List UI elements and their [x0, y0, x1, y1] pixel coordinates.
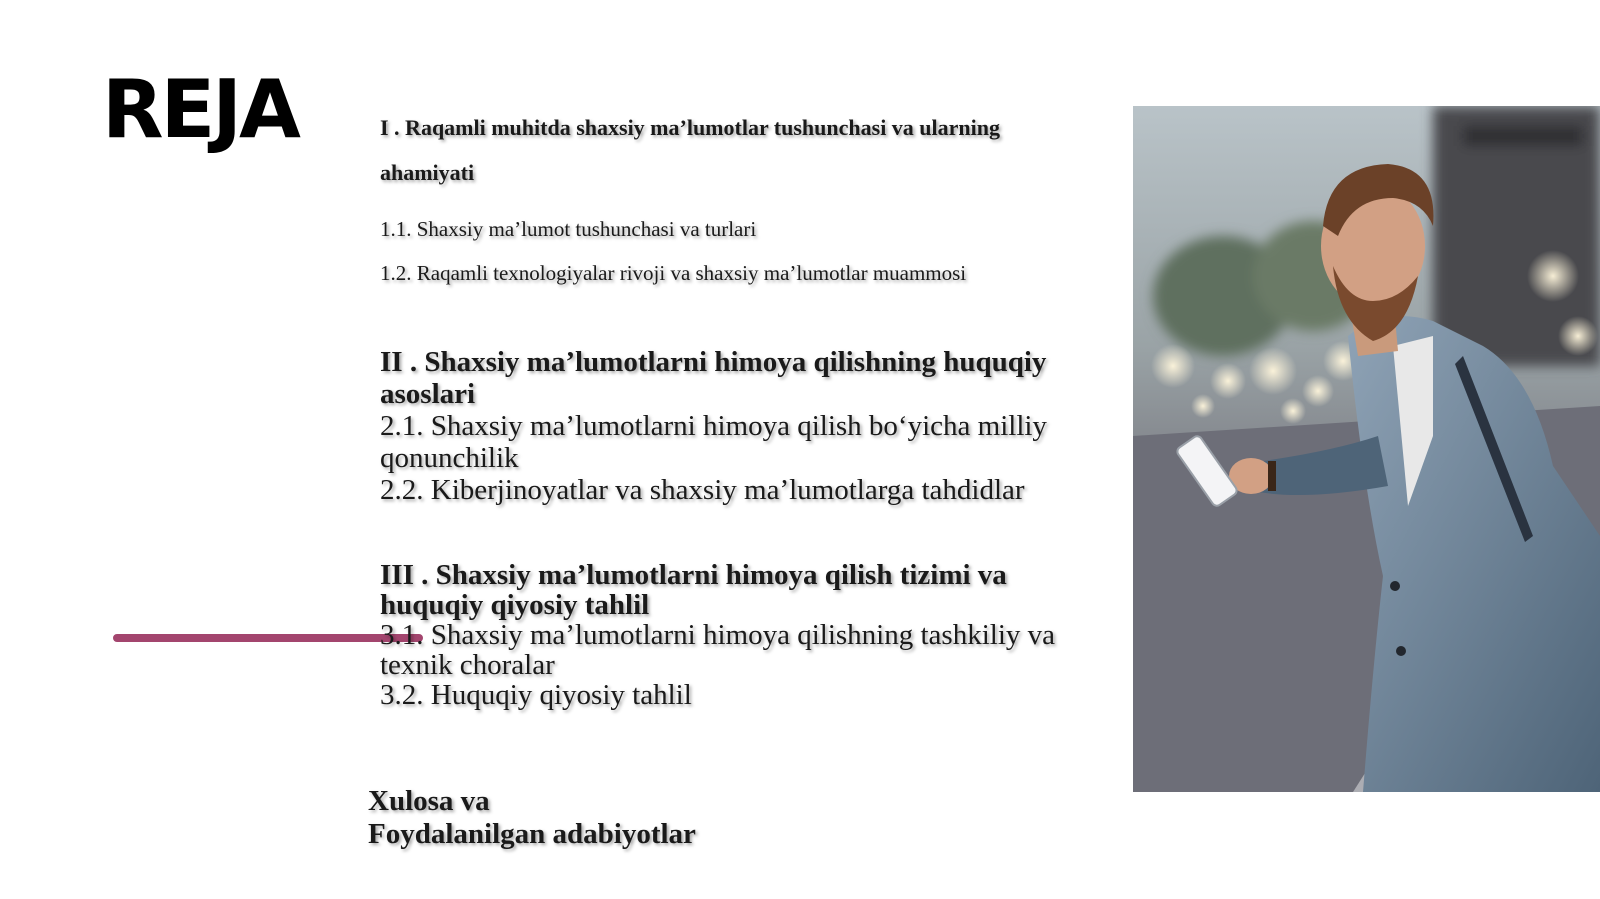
section-2-item-2: 2.2. Kiberjinoyatlar va shaxsiy ma’lumotlarga tahdidlar — [380, 474, 1025, 506]
section-3-item-2: 3.2. Huquqiy qiyosiy tahlil — [380, 679, 692, 711]
section-2-heading: II . Shaxsiy ma’lumotlarni himoya qilishning huquqiy asoslari — [380, 346, 1047, 410]
man-with-phone-photo — [1133, 106, 1600, 792]
section-3-item-1: 3.1. Shaxsiy ma’lumotlarni himoya qilishning tashkiliy va texnik choralar — [380, 619, 1056, 681]
slide-title: REJA — [102, 63, 298, 156]
closing-line-2: Foydalanilgan adabiyotlar — [368, 818, 696, 850]
section-1-item-2: 1.2. Raqamli texnologiyalar rivoji va shaxsiy ma’lumotlar muammosi — [380, 261, 967, 285]
closing-line-1: Xulosa va — [368, 785, 490, 817]
section-1-heading: I . Raqamli muhitda shaxsiy ma’lumotlar tushunchasi va ularning ahamiyati — [380, 115, 1001, 185]
section-3 — [380, 560, 1100, 710]
closing-section — [368, 785, 868, 851]
section-3-heading: III . Shaxsiy ma’lumotlarni himoya qilish tizimi va huquqiy qiyosiy tahlil — [380, 559, 1007, 621]
section-1-item-1: 1.1. Shaxsiy ma’lumot tushunchasi va turlari — [380, 217, 757, 241]
section-2-item-1: 2.1. Shaxsiy ma’lumotlarni himoya qilish bo‘yicha milliy qonunchilik — [380, 410, 1047, 474]
accent-divider — [113, 634, 423, 642]
section-2 — [380, 346, 1100, 506]
